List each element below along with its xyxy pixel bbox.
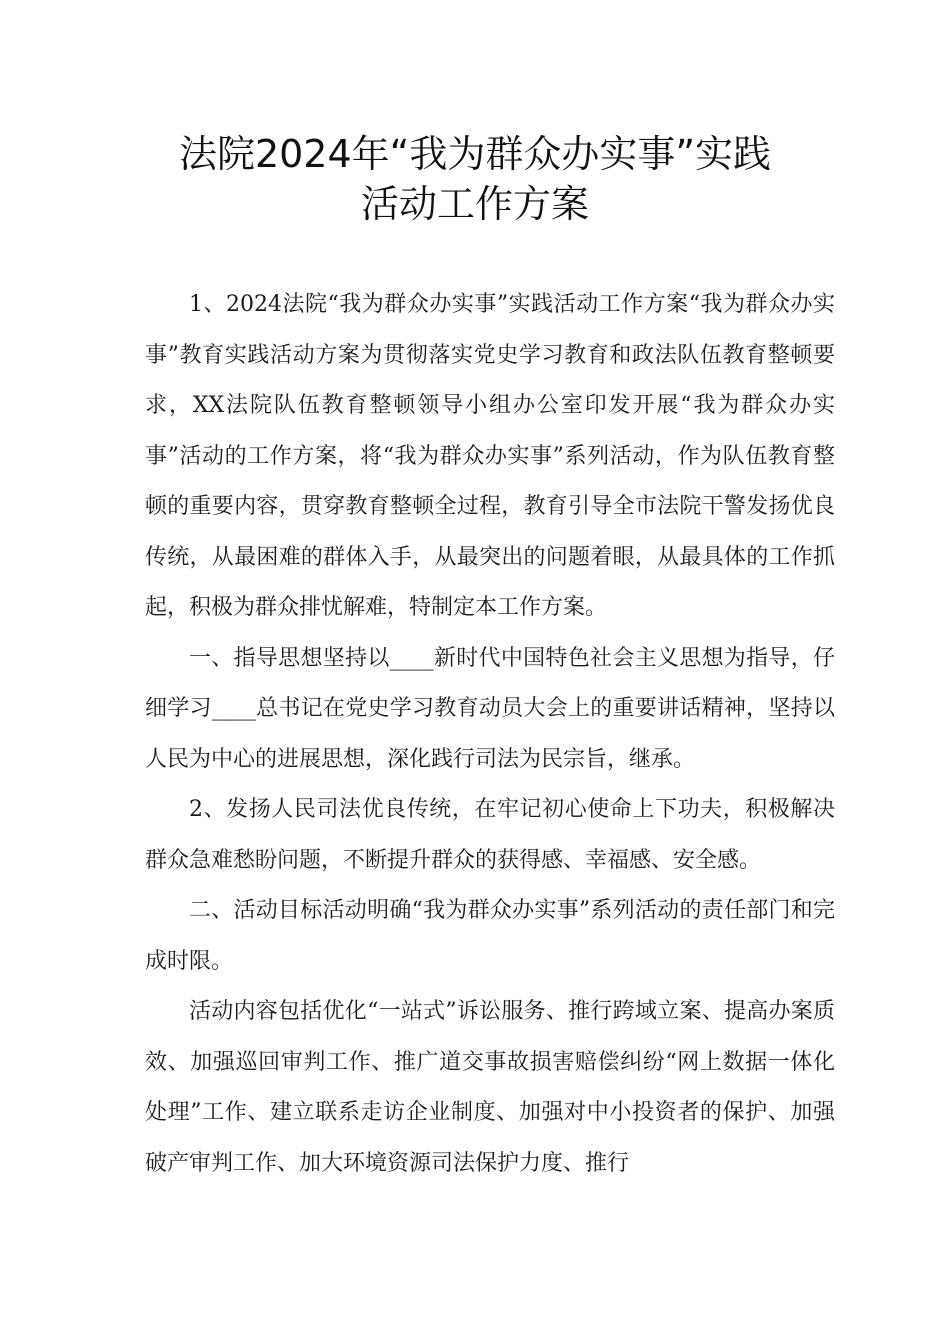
document-title-line-1: 法院2024年“我为群众办实事”实践 — [178, 132, 772, 176]
paragraph-activity-goals: 二、活动目标活动明确“我为群众办实事”系列活动的责任部门和完成时限。 — [145, 898, 835, 974]
paragraph-guiding-ideology: 一、指导思想坚持以____新时代中国特色社会主义思想为指导，仔细学习____总书记在党史学习教育动员大会上的重要讲话精神，坚持以人民为中心的进展思想，深化践行司法为民宗旨，继承。 — [145, 645, 835, 772]
paragraph-intro: 1、2024法院“我为群众办实事”实践活动工作方案“我为群众办实事”教育实践活动方案为贯彻落实党史学习教育和政法队伍教育整顿要求，XX法院队伍教育整顿领导小组办公室印发开展“我为群众办实事”活动的工作方案，将“我为群众办实事”系列活动，作为队伍教育整顿的重要内容，贯穿教育整顿全过程，教育引导全市法院干警发扬优良传统，从最困难的群体入手，从最突出的问题着眼，从最具体的工作抓起，积极为群众排忧解难，特制定本工作方案。 — [145, 292, 835, 620]
document-body — [145, 280, 835, 1189]
document-title-line-2: 活动工作方案 — [360, 182, 589, 226]
paragraph-activity-content: 活动内容包括优化“一站式”诉讼服务、推行跨域立案、提高办案质效、加强巡回审判工作、推广道交事故损害赔偿纠纷“网上数据一体化处理”工作、建立联系走访企业制度、加强对中小投资者的保护、加强破产审判工作、加大环境资源司法保护力度、推行 — [145, 999, 835, 1176]
paragraph-tradition: 2、发扬人民司法优良传统，在牢记初心使命上下功夫，积极解决群众急难愁盼问题，不断提升群众的获得感、幸福感、安全感。 — [145, 797, 835, 873]
